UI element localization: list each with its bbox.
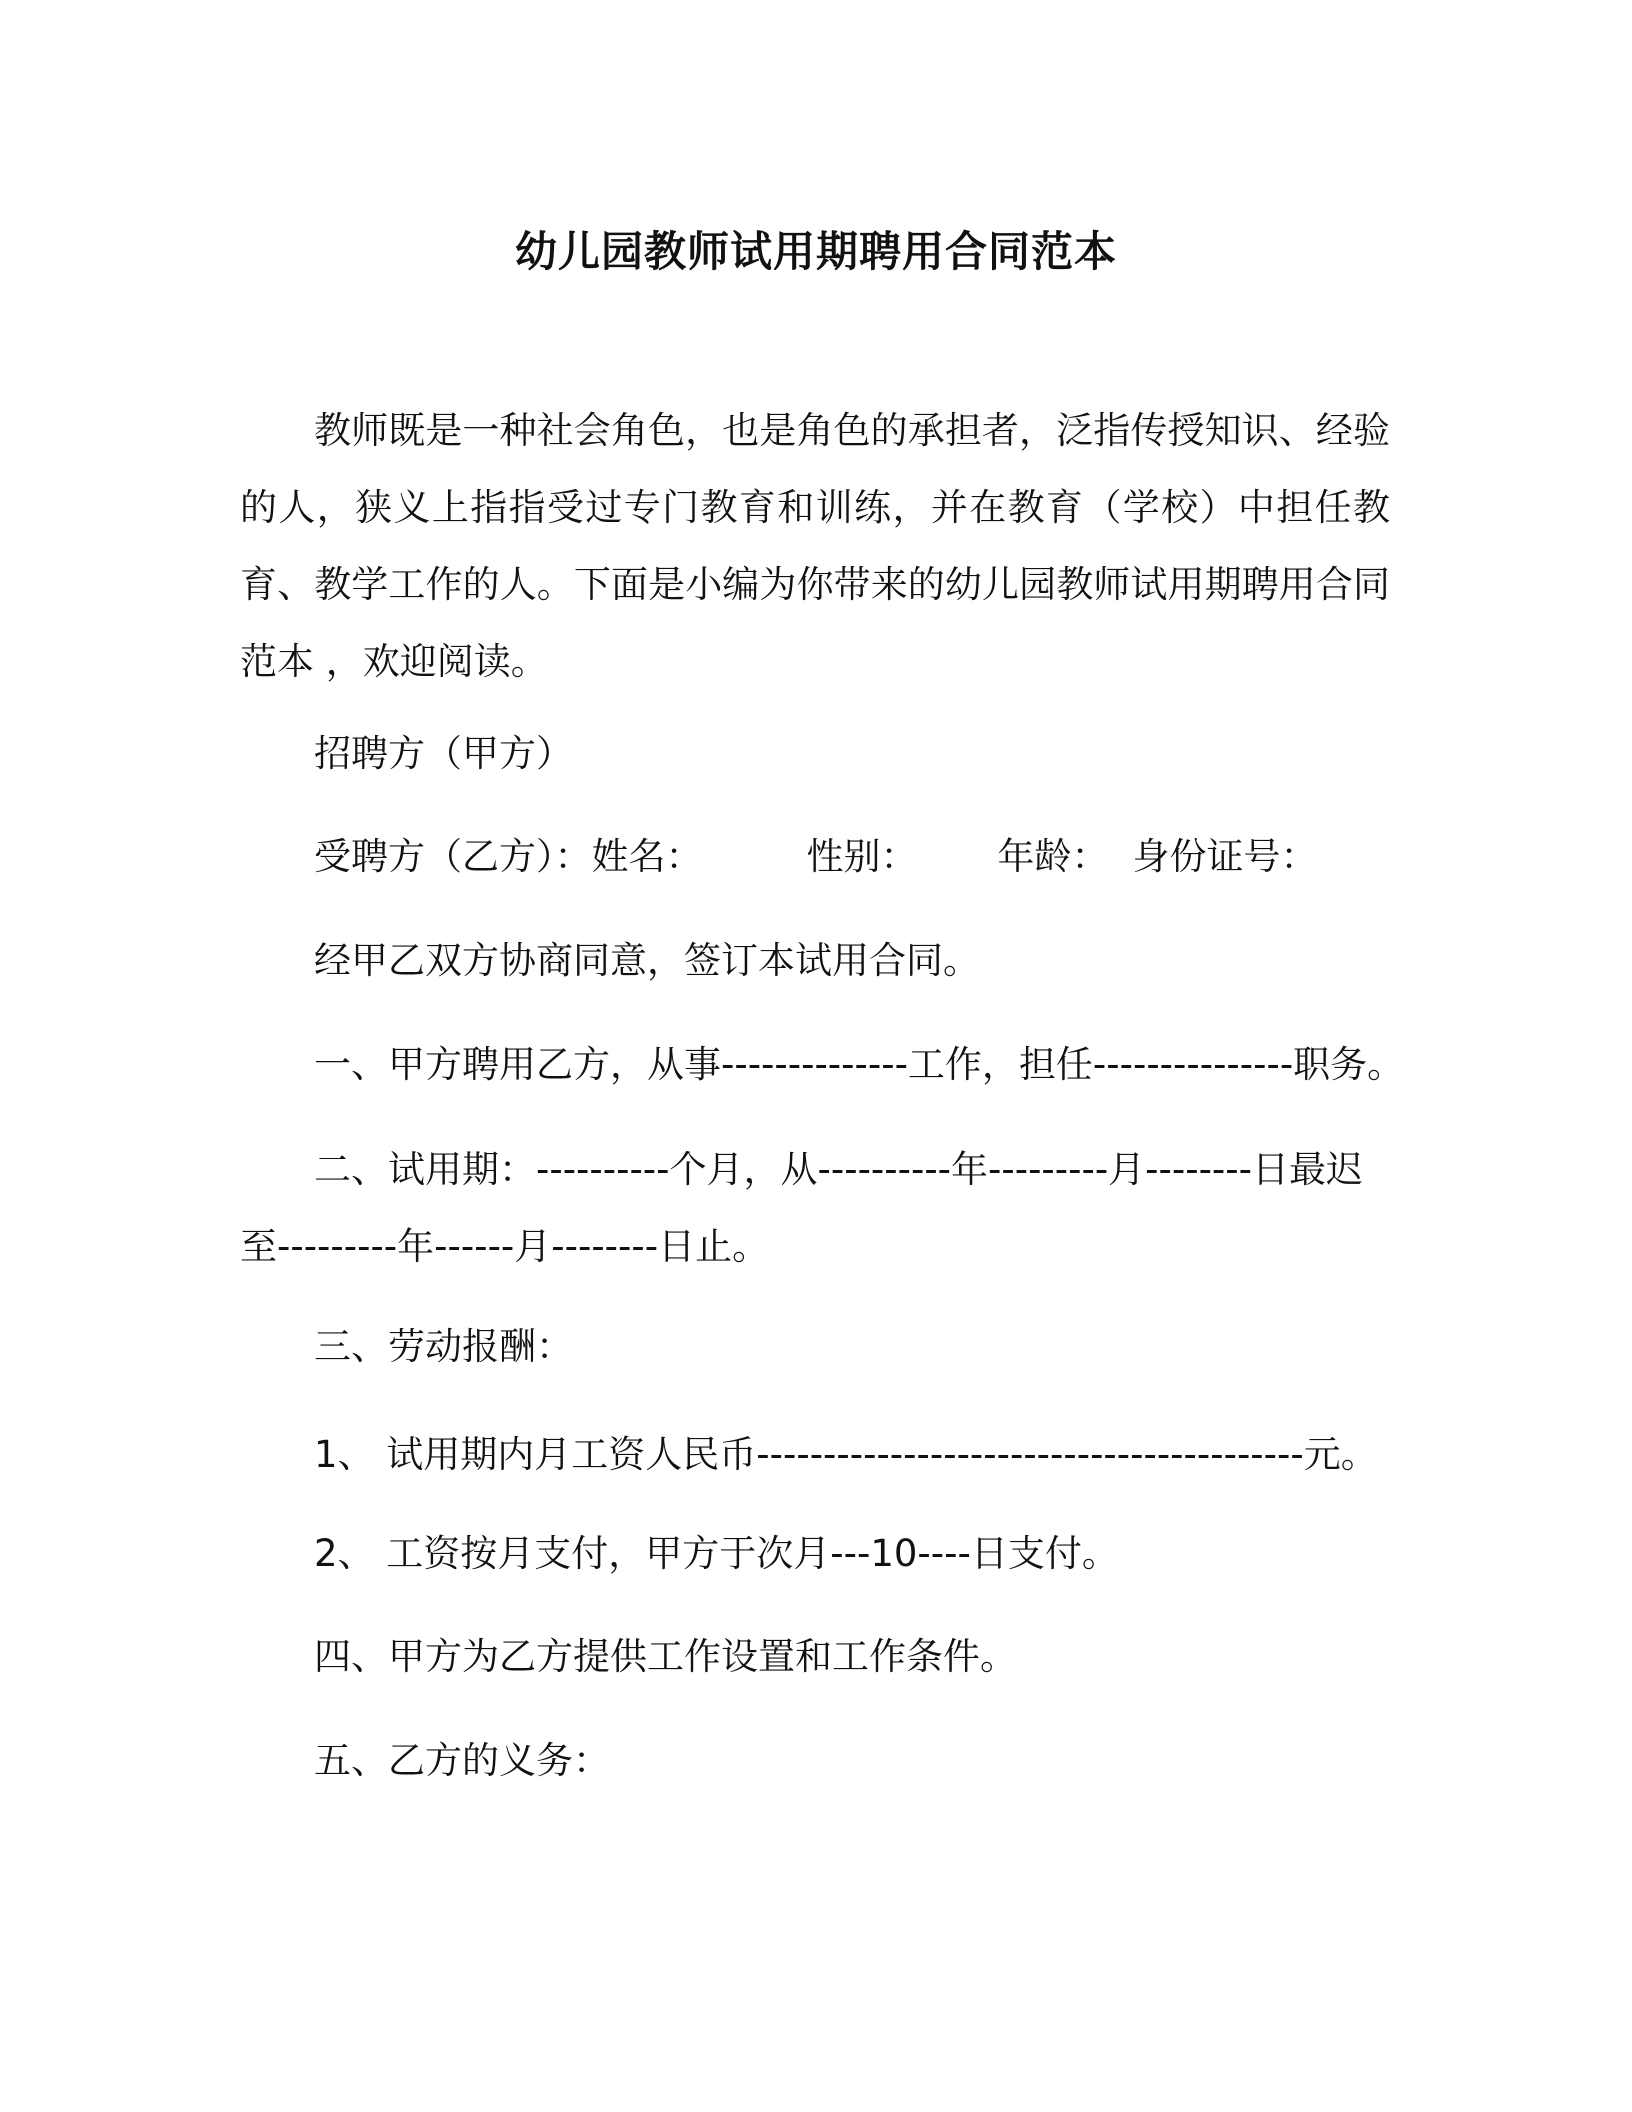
party-b-label: 受聘方（乙方）： <box>314 835 592 878</box>
clause-3: 三、劳动报酬： <box>314 1325 573 1368</box>
clause-3-2: 2、 工资按月支付，甲方于次月---10----日支付。 <box>314 1532 1119 1575</box>
clause-4: 四、甲方为乙方提供工作设置和工作条件。 <box>314 1635 1017 1678</box>
clause-1: 一、甲方聘用乙方，从事--------------工作，担任---------------职务。 <box>314 1043 1405 1086</box>
party-a-line: 招聘方（甲方） <box>314 732 573 775</box>
party-b-age-label: 年龄： <box>997 835 1109 878</box>
agreement-line: 经甲乙双方协商同意，签订本试用合同。 <box>314 939 980 982</box>
party-b-name-label: 姓名： <box>591 835 703 878</box>
party-b-gender-label: 性别： <box>806 835 918 878</box>
intro-paragraph: 教师既是一种社会角色，也是角色的承担者，泛指传授知识、经验的人，狭义上指指受过专门教育和训练，并在教育（学校）中担任教育、教学工作的人。下面是小编为你带来的幼儿园教师试用期聘用合同范本 ，欢迎阅读。 <box>240 409 1390 683</box>
clause-2: 二、试用期：----------个月，从----------年---------月--------日最迟至---------年------月--------日止。 <box>240 1148 1363 1268</box>
party-b-id-label: 身份证号： <box>1132 835 1318 878</box>
document-title: 幼儿园教师试用期聘用合同范本 <box>514 227 1117 276</box>
clause-5: 五、乙方的义务： <box>314 1739 610 1782</box>
party-b-line <box>314 832 1318 882</box>
clause-3-1: 1、 试用期内月工资人民币-----------------------------------------元。 <box>314 1433 1378 1476</box>
